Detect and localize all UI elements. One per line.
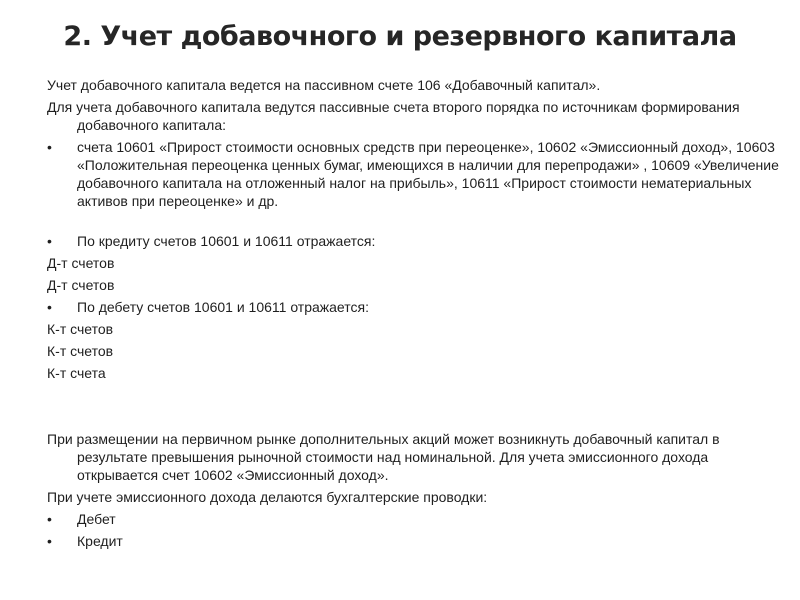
slide-title: 2. Учет добавочного и резервного капитала	[63, 21, 737, 52]
bullet-debit: • Дебет	[47, 510, 782, 528]
paragraph-emission-entries: При учете эмиссионного дохода делаются бухгалтерские проводки:	[47, 489, 488, 505]
bullet-credit: • Кредит	[47, 532, 782, 550]
debit-entry-1: Д-т счетов	[47, 255, 115, 271]
paragraph-share-placement: При размещении на первичном рынке дополнительных акций может возникнуть добавочный капитал в результате превышения рыночной стоимости над номинальной. Для учета эмиссионного дохода открывается счет 10602 «Эмиссионный доход».	[47, 431, 720, 483]
bullet-debit-reflected: • По дебету счетов 10601 и 10611 отражается:	[47, 298, 782, 316]
debit-entry-2: Д-т счетов	[47, 277, 115, 293]
credit-entry-3: К-т счета	[47, 365, 106, 381]
credit-entry-2: К-т счетов	[47, 343, 114, 359]
bullet-accounts-list: • счета 10601 «Прирост стоимости основных средств при переоценке», 10602 «Эмиссионный доход», 10603 «Положительная переоценка ценных бумаг, имеющихся в наличии для перепродажи» , 10609 «Увеличение добавочного капитала на отложенный налог на прибыль», 10611 «Прирост стоимости нематериальных активов при переоценке» и др.	[47, 138, 782, 210]
credit-entry-1: К-т счетов	[47, 321, 114, 337]
slide-body	[47, 76, 782, 554]
paragraph-second-order-accounts: Для учета добавочного капитала ведутся пассивные счета второго порядка по источникам формирования добавочного капитала:	[47, 99, 740, 133]
paragraph-account-106: Учет добавочного капитала ведется на пассивном счете 106 «Добавочный капитал».	[47, 77, 601, 93]
bullet-credit-reflected: • По кредиту счетов 10601 и 10611 отражается:	[47, 232, 782, 250]
